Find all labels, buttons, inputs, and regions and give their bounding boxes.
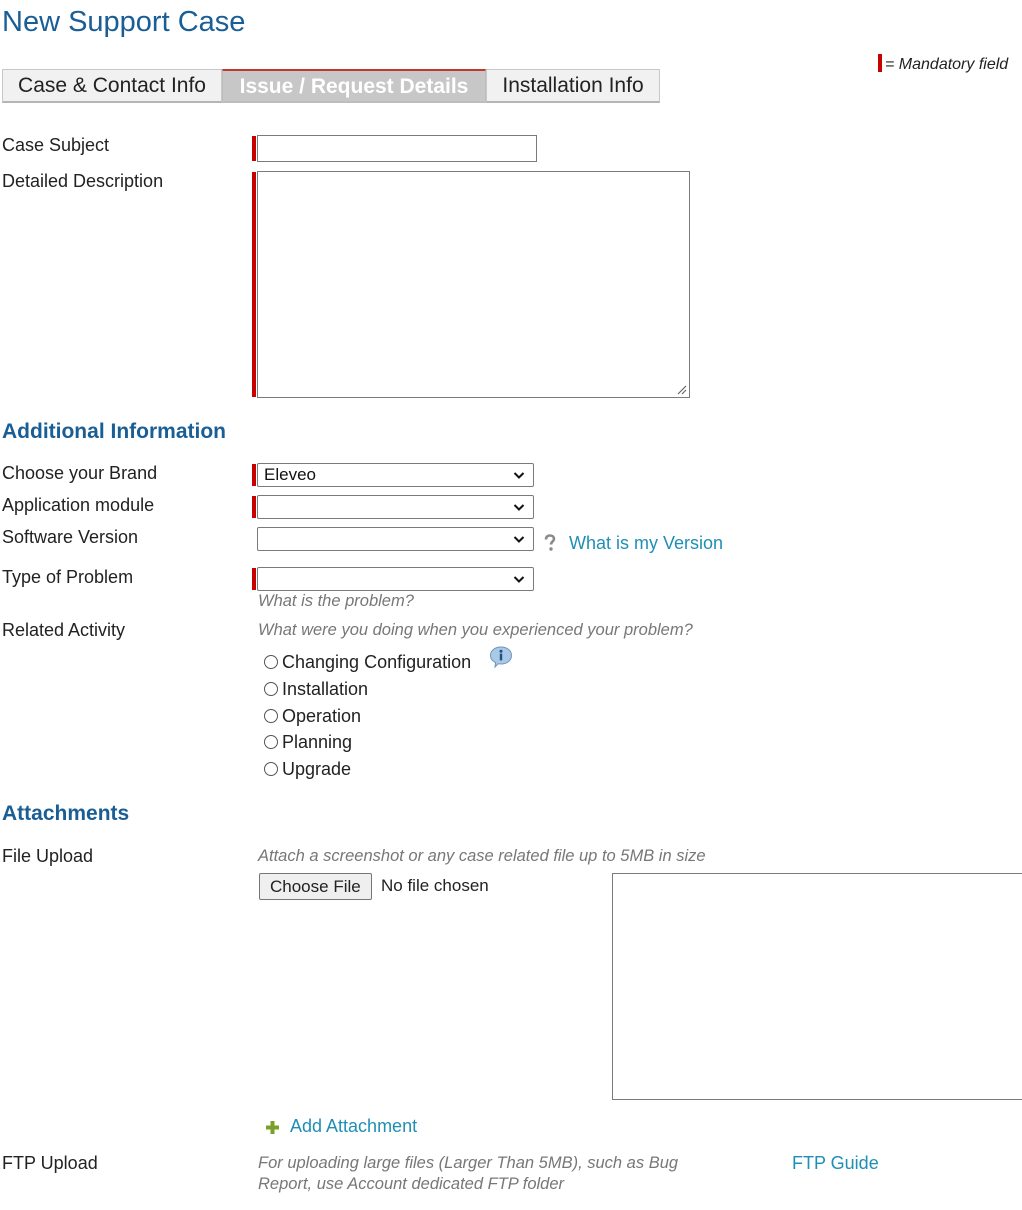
related-activity-hint: What were you doing when you experienced your problem?	[258, 621, 693, 639]
page-title: New Support Case	[2, 6, 246, 38]
tab-issue-request-details[interactable]: Issue / Request Details	[222, 69, 486, 103]
radio-button[interactable]	[264, 709, 278, 723]
mandatory-marker	[252, 172, 256, 397]
version-label: Software Version	[2, 527, 139, 547]
chevron-down-icon	[513, 573, 525, 585]
tab-case-contact-info[interactable]: Case & Contact Info	[2, 69, 222, 103]
ftp-upload-label: FTP Upload	[2, 1153, 98, 1173]
tab-installation-info[interactable]: Installation Info	[486, 69, 660, 103]
mandatory-legend	[878, 54, 1008, 74]
brand-select[interactable]	[257, 463, 534, 487]
radio-label: Planning	[282, 732, 353, 752]
radio-label: Installation	[282, 679, 369, 699]
attachment-preview-box[interactable]	[612, 873, 1022, 1100]
description-label: Detailed Description	[2, 171, 164, 191]
description-textarea[interactable]	[257, 171, 690, 398]
radio-option-changing-configuration[interactable]	[264, 652, 471, 676]
radio-label: Operation	[282, 706, 362, 726]
tab-bar	[2, 69, 658, 103]
case-subject-input[interactable]	[257, 135, 537, 162]
problem-type-select[interactable]	[257, 567, 534, 591]
radio-option-installation[interactable]	[264, 679, 368, 703]
mandatory-legend-text: = Mandatory field	[885, 56, 1009, 73]
radio-option-planning[interactable]	[264, 732, 352, 756]
file-status-text: No file chosen	[381, 876, 489, 895]
mandatory-marker	[252, 464, 256, 486]
info-icon[interactable]	[489, 646, 513, 668]
ftp-guide-link[interactable]: FTP Guide	[792, 1153, 879, 1173]
case-subject-label: Case Subject	[2, 135, 110, 155]
problem-type-hint: What is the problem?	[258, 592, 414, 610]
attachments-heading: Attachments	[2, 802, 130, 825]
ftp-upload-hint-line2: Report, use Account dedicated FTP folder	[258, 1175, 565, 1193]
file-upload-label: File Upload	[2, 846, 94, 866]
radio-label: Upgrade	[282, 759, 352, 779]
question-icon[interactable]	[543, 534, 557, 552]
mandatory-marker	[252, 568, 256, 590]
chevron-down-icon	[513, 501, 525, 513]
radio-button[interactable]	[264, 682, 278, 696]
chevron-down-icon	[513, 469, 525, 481]
radio-button[interactable]	[264, 762, 278, 776]
add-attachment-link[interactable]: Add Attachment	[290, 1116, 418, 1136]
additional-information-heading: Additional Information	[2, 420, 226, 443]
related-activity-label: Related Activity	[2, 620, 126, 640]
version-select[interactable]	[257, 527, 534, 551]
radio-label: Changing Configuration	[282, 652, 472, 672]
file-upload-hint: Attach a screenshot or any case related file up to 5MB in size	[258, 847, 706, 865]
radio-button[interactable]	[264, 655, 278, 669]
mandatory-marker	[252, 136, 256, 161]
brand-select-value: Eleveo	[264, 465, 316, 484]
ftp-upload-hint-line1: For uploading large files (Larger Than 5MB), such as Bug	[258, 1154, 679, 1172]
what-is-my-version-link[interactable]: What is my Version	[569, 533, 724, 553]
choose-file-button[interactable]: Choose File	[259, 873, 372, 900]
radio-option-upgrade[interactable]	[264, 759, 351, 783]
module-label: Application module	[2, 495, 155, 515]
radio-button[interactable]	[264, 735, 278, 749]
problem-type-label: Type of Problem	[2, 567, 134, 587]
radio-option-operation[interactable]	[264, 706, 361, 730]
chevron-down-icon	[513, 533, 525, 545]
mandatory-marker	[252, 496, 256, 518]
brand-label: Choose your Brand	[2, 463, 158, 483]
mandatory-marker	[878, 54, 882, 72]
plus-icon[interactable]	[265, 1120, 280, 1135]
module-select[interactable]	[257, 495, 534, 519]
resize-handle-icon[interactable]	[675, 383, 687, 395]
